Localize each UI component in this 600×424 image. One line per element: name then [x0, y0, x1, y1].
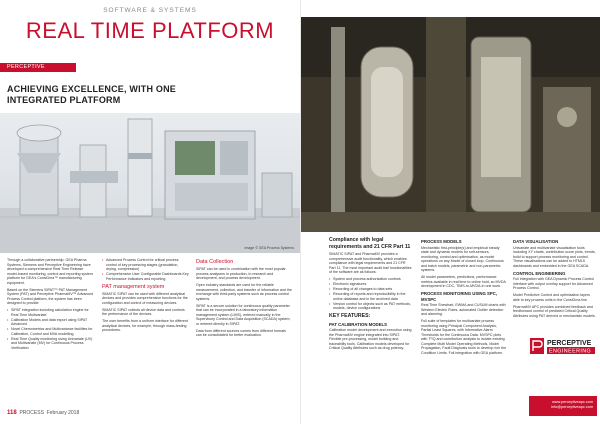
vessel-highlight: [371, 67, 403, 177]
page-number: 118: [7, 410, 17, 416]
process-models-heading: PROCESS MODELS: [421, 239, 462, 244]
list-item: • Calibration Models and data export using SIPAT Advanced: [7, 318, 95, 327]
hopper-top: [17, 125, 61, 141]
article-headline: ACHIEVING EXCELLENCE, WITH ONE INTEGRATED PLATFORM: [7, 84, 177, 105]
hopper-column: [20, 133, 58, 215]
list-item: • SIPAT integration including calculation engine for Real Time Multivariate: [7, 308, 95, 317]
text-column-3: [196, 258, 292, 340]
text-column-1: [7, 258, 95, 353]
pat-paragraph-3: The user benefits from a uniform interface for different analytical devices, for example, through mass-testing procedures.: [102, 319, 188, 332]
lab-illustration: [301, 17, 600, 232]
column-shadow: [426, 17, 466, 232]
tall-column: [128, 119, 152, 216]
list-item: • Advanced Process Control for critical process control of key processing stages (granulation, drying, compression): [102, 258, 190, 272]
equipment-illustration: [0, 113, 300, 253]
lab-photo: [301, 17, 600, 232]
pipe-left: [331, 27, 345, 232]
right-text-column-2: [421, 237, 507, 358]
list-item: • Version control for objects such as PAT methods, models, device configurations: [329, 302, 413, 311]
control-engineering-paragraph-2: Model Predictive Control and optimisation layers able to key process units in the ConsiGma line.: [513, 293, 590, 302]
company-bar: PERCEPTIVE ENGINEERING: [0, 63, 76, 72]
data-collection-paragraph-1: SIPAT can be used in combination with the most popular process analysers in production, in research and development, and process development.: [196, 267, 286, 280]
process-monitoring-heading: PROCESS MONITORING USING SPC, MVSPC: [421, 291, 498, 302]
equipment-photo: [0, 113, 300, 253]
calibration-paragraph: Calibration model development and execution using the PharmaMV engine integrated into SIPAT. Flexible pre-processing, model building and traceability tools. Calibration models developed for Critical Quality Attributes such as drug potency.: [329, 328, 412, 350]
data-collection-paragraph-4: Data from different sources comes from different formats can be consolidated for better evaluation.: [196, 328, 286, 337]
website-link[interactable]: www.perceptiveapc.com: [552, 400, 593, 404]
press-window: [175, 141, 215, 175]
control-engineering-heading: CONTROL ENGINEERING: [513, 270, 566, 276]
issue-date: February 2018: [46, 410, 80, 416]
page-folio: [7, 410, 79, 416]
right-page: [300, 0, 600, 424]
compliance-paragraph: SIMATIC SIPAT and PharmaMV provides a comprehensive audit functionality, which enables compliance with legal requirements and 21 CFR Part 11. The most important audit trail functionalities of the software are as follows:: [329, 252, 412, 274]
list-item: • Real Time Quality monitoring using Univariate (UV) and Multivariate (MV) for Continuous Process Verification: [7, 337, 95, 351]
magazine-name: PROCESS: [19, 410, 44, 416]
logo-mark: [529, 336, 597, 356]
text-column-2: [102, 258, 190, 335]
features-list: [7, 308, 95, 350]
photo-credit: Image © GEA Process Systems: [244, 246, 294, 250]
right-text-column-1: [329, 237, 413, 353]
intro-paragraph: Through a collaborative partnership, GEA Pharma Systems, Siemens and Perceptive Engineering have developed a comprehensive Real Time Release model-based monitoring, control and reporting system platform for GEA's ConsiGma™ manufacturing equipment.: [7, 258, 93, 285]
based-on-paragraph: Based on the Siemens SIPAT™ PAT Management System (PAT) and Perceptive PharmaMV™ Advanced Process Control platform, the system has been designed to provide:: [7, 287, 94, 305]
data-visualisation-paragraph: Univariate and multivariate visualisation tools including XY charts, contribution score plots, trends, build to support process monitoring and control. These visualisations can be added to HTML5 dashboards and embedded in the GEA SCADA.: [513, 245, 596, 268]
dryer-band: [70, 171, 118, 183]
control-engineering-paragraph-1: Full integration with GEA Dynamic Process Control interface with output overlay support for Advanced Process Control.: [513, 277, 594, 290]
process-monitoring-paragraph-1: Real Time Shewhart, EWMA and CUSUM charts with Western Electric Rules, automated Outlier detection and alarming.: [421, 303, 506, 316]
gauge-dial: [557, 107, 577, 127]
contact-box: [529, 396, 597, 416]
pat-heading: PAT management system: [102, 283, 165, 290]
process-models-paragraph-2: All model parameters, predictions, performance metrics available in real time to online hold, so MVDA development in CDC, TIMS-to-MVDA-in one work.: [421, 275, 506, 288]
process-models-paragraph-1: Mechanistic first-principle(s) and empirical steady state and dynamic models for soft-sensors, monitoring, control and optimisation, as model operations on any Model of closed loop. Continuous and batch models, parametric and non-parametric systems.: [421, 245, 504, 272]
list-item: • Recording of reports and reproducibility in the online database and in the archived data: [329, 292, 413, 301]
control-engineering-paragraph-3: PharmaMV APC provides combined feedback and feedforward control of predicted Critical Quality Attributes using PAT derived or mechanistic models.: [513, 304, 596, 318]
side-cabinet: [262, 173, 292, 217]
company-logo: [529, 336, 597, 356]
process-monitoring-paragraph-2: Full suite of templates for multivariate process monitoring using Principal Component Analysis, Partial Least Squares, with Informative Alarm Thresholds for the Continuous Data. MVSPC plots with T²/Q and contribution analysis to isolate existing Complete Multi Model Operating Methods, Model Propagation, Fault Diagnosis tools to develop rich the Condition Limits. Full integration with GEA platform.: [421, 319, 507, 355]
list-item: • Electronic signatures: [329, 282, 413, 287]
data-collection-heading: Data Collection: [196, 259, 234, 265]
vessel-secondary-window: [481, 57, 521, 177]
pat-paragraph-1: SIMATIC SIPAT can be used with different analytical devices and provides comprehensive functions for the configuration and control of measuring devices.: [102, 291, 188, 305]
section-kicker: SOFTWARE & SYSTEMS: [103, 7, 197, 14]
press-base: [175, 183, 248, 211]
page-title: REAL TIME PLATFORM: [25, 18, 275, 43]
logo-line-1: PERCEPTIVE: [547, 340, 592, 347]
pat-paragraph-2: SIMATIC SIPAT collects all device data and controls the performance of the devices.: [102, 307, 185, 316]
list-item: • Comprehensive User Configurable Dashboards Key Performance Indicators and reporting: [102, 272, 190, 281]
compliance-list: [329, 277, 413, 311]
compliance-heading: Compliance with legal requirements and 21 CFR Part 11: [329, 237, 411, 250]
logo-line-2: ENGINEERING: [549, 348, 592, 355]
key-features-heading: KEY FEATURES:: [329, 313, 371, 319]
data-collection-paragraph-3: SIPAT is a secure solution for continuous quality parameter that can be incorporated in a laboratory information management system (LIMS), entered manually in the Supervisory Control and Data Acquisition (SCADA) system, or entered directly in SIPAT.: [196, 303, 291, 326]
list-item: • Recording of all changes to data sets: [329, 287, 413, 292]
press-panel: [220, 141, 248, 175]
data-collection-paragraph-2: Open industry standards are used for the reliable measurement, collection, and transfer of information and the exchange with third-party systems such as process control systems.: [196, 283, 292, 301]
data-visualisation-heading: DATA VISUALISATION: [513, 239, 559, 244]
list-item: • System and process authorisation controls: [329, 277, 413, 282]
list-item: • Novel Chemometrics and Multivariance facilities for Calibration, Control and MVA modelling: [7, 327, 95, 336]
right-text-column-3: [513, 237, 597, 321]
email-link[interactable]: info@perceptiveapc.com: [551, 405, 593, 409]
features-list-continued: [102, 258, 190, 281]
calibration-heading: PAT CALIBRATION MODELS: [329, 321, 388, 327]
tall-column-band: [128, 153, 152, 159]
lab-floor: [301, 212, 600, 232]
